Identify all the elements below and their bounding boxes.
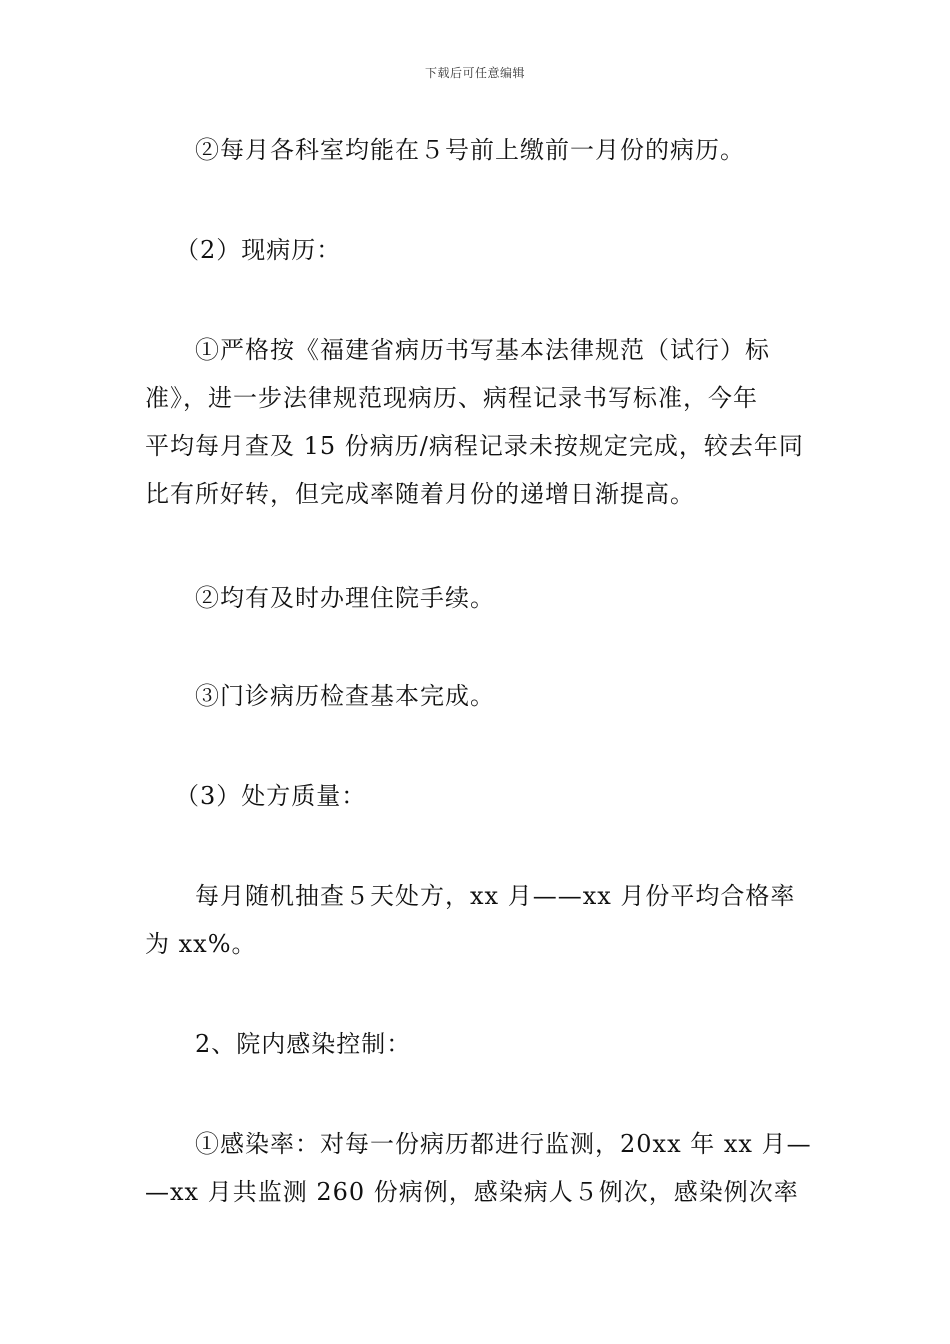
text-line: ②每月各科室均能在５号前上缴前一月份的病历。 [195, 136, 745, 164]
paragraph-infection-heading [145, 1020, 810, 1068]
text-line: （2）现病历： [175, 236, 342, 264]
page-header: 下载后可任意编辑 [424, 66, 525, 80]
text-line: 2、院内感染控制： [195, 1030, 412, 1058]
text-line: ②均有及时办理住院手续。 [195, 584, 495, 612]
paragraph-outpatient [145, 672, 810, 720]
text-line: （3）处方质量： [175, 782, 367, 810]
text-line: 准》，进一步法律规范现病历、病程记录书写标准，今年 [145, 384, 758, 412]
paragraph-admission [145, 574, 810, 622]
text-line: 每月随机抽查５天处方，xx 月——xx 月份平均合格率 [195, 882, 796, 910]
text-line: ①感染率：对每一份病历都进行监测，20xx 年 xx 月— [195, 1130, 812, 1158]
paragraph-prescription-heading [145, 772, 810, 820]
text-line: —xx 月共监测 260 份病例，感染病人５例次，感染例次率 [145, 1178, 799, 1206]
text-line: ①严格按《福建省病历书写基本法律规范（试行）标 [195, 336, 770, 364]
text-line: ③门诊病历检查基本完成。 [195, 682, 495, 710]
text-line: 平均每月查及 15 份病历/病程记录未按规定完成，较去年同 [145, 432, 804, 460]
paragraph-current-records-heading [145, 226, 810, 274]
paragraph-prescription-check [145, 872, 810, 968]
text-line: 为 xx%。 [145, 930, 257, 958]
paragraph-strict-standards [145, 326, 810, 518]
paragraph-monthly-submission [145, 126, 810, 174]
text-line: 比有所好转，但完成率随着月份的递增日渐提高。 [145, 480, 695, 508]
paragraph-infection-rate [145, 1120, 810, 1216]
